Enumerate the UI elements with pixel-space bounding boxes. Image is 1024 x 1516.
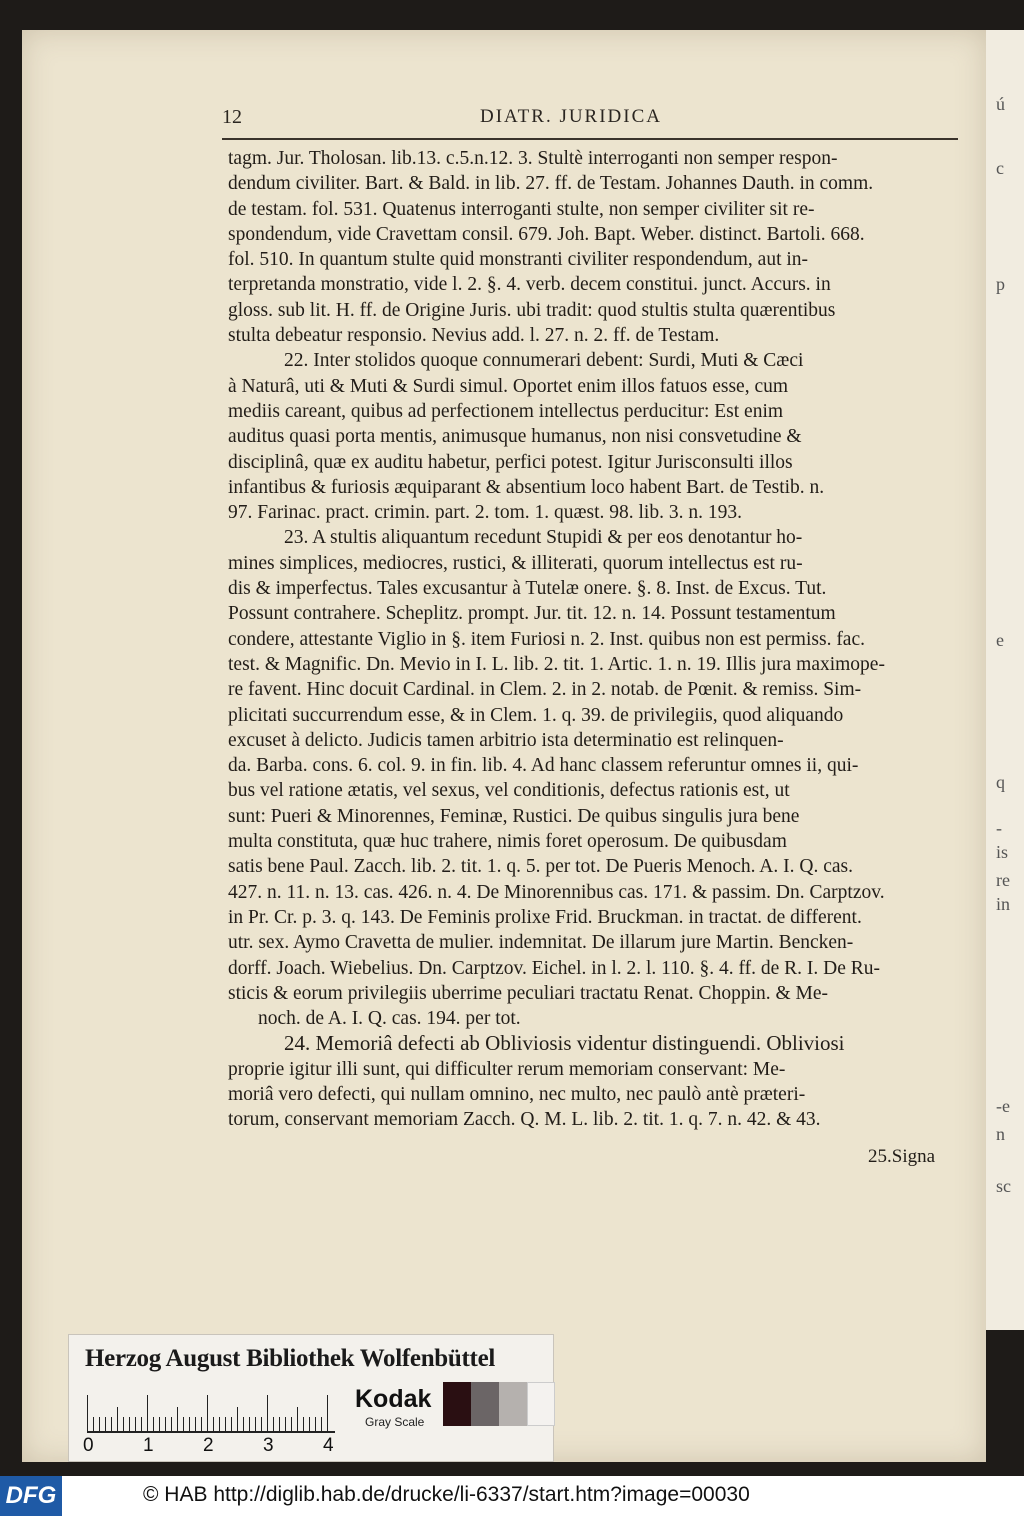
ruler-tick bbox=[213, 1417, 214, 1431]
ruler-tick bbox=[267, 1395, 268, 1431]
ruler-tick bbox=[183, 1417, 184, 1431]
facing-page-edge bbox=[986, 30, 1024, 1330]
ruler-tick bbox=[321, 1417, 322, 1431]
gray-swatch-3 bbox=[499, 1382, 527, 1426]
ruler-number: 1 bbox=[143, 1435, 154, 1456]
ruler-tick bbox=[117, 1407, 118, 1431]
text-line: multa constituta, quæ huc trahere, nimis foret operosum. De quibusdam bbox=[228, 831, 787, 853]
ruler-tick bbox=[231, 1417, 232, 1431]
text-line: condere, attestante Viglio in §. item Furiosi n. 2. Inst. quibus non est permiss. fac. bbox=[228, 628, 865, 650]
ruler-tick bbox=[99, 1417, 100, 1431]
text-line: plicitati succurrendum esse, & in Clem. 1. q. 39. de privilegiis, quod aliquando bbox=[228, 704, 844, 726]
text-line: sticis & eorum privilegiis uberrime peculiari tractatu Renat. Choppin. & Me- bbox=[228, 982, 829, 1004]
ruler-tick bbox=[105, 1417, 106, 1431]
page-header bbox=[222, 106, 962, 136]
copyright-link[interactable]: © HAB http://diglib.hab.de/drucke/li-6337/start.htm?image=00030 bbox=[143, 1483, 750, 1506]
ruler-tick bbox=[237, 1407, 238, 1431]
text-line: da. Barba. cons. 6. col. 9. in fin. lib. 4. Ad hanc classem referuntur omnes ii, qui- bbox=[228, 755, 859, 777]
edge-char: p bbox=[996, 274, 1005, 294]
edge-char: - bbox=[996, 818, 1002, 838]
text-line: disciplinâ, quæ ex auditu habetur, perfici potest. Igitur Jurisconsulti illos bbox=[228, 451, 793, 473]
running-head: DIATR. JURIDICA bbox=[480, 106, 662, 127]
kodak-logo: Kodak bbox=[355, 1385, 432, 1413]
edge-char: -e bbox=[996, 1096, 1010, 1116]
text-line: moriâ vero defecti, qui nullam omnino, nec multo, nec paulò antè præteri- bbox=[228, 1083, 806, 1105]
body-text bbox=[228, 146, 956, 1133]
ruler-tick bbox=[135, 1417, 136, 1431]
text-line: noch. de A. I. Q. cas. 194. per tot. bbox=[258, 1008, 521, 1030]
ruler-tick bbox=[141, 1417, 142, 1431]
edge-char: in bbox=[996, 894, 1011, 914]
ruler-tick bbox=[111, 1417, 112, 1431]
ruler-tick bbox=[297, 1407, 298, 1431]
text-line: stulta debeatur responsio. Nevius add. l. 27. n. 2. ff. de Testam. bbox=[228, 325, 720, 347]
ruler-tick bbox=[165, 1417, 166, 1431]
library-color-card bbox=[68, 1334, 554, 1462]
text-line: auditus quasi porta mentis, animusque humanus, non nisi consvetudine & bbox=[228, 426, 802, 448]
ruler-number: 3 bbox=[263, 1435, 274, 1456]
ruler-tick bbox=[285, 1417, 286, 1431]
text-line: excuset à delicto. Judicis tamen arbitrio ista determinatio est relinquen- bbox=[228, 729, 784, 751]
ruler-tick bbox=[291, 1417, 292, 1431]
ruler-tick bbox=[87, 1395, 88, 1431]
dfg-logo: DFG bbox=[0, 1476, 62, 1516]
text-line: mediis careant, quibus ad perfectionem intellectus perducitur: Est enim bbox=[228, 400, 784, 422]
text-line: 427. n. 11. n. 13. cas. 426. n. 4. De Minorennibus cas. 171. & passim. Dn. Carptzov. bbox=[228, 881, 885, 903]
edge-char: re bbox=[996, 870, 1010, 890]
ruler-tick bbox=[279, 1417, 280, 1431]
scale-ruler bbox=[87, 1391, 335, 1433]
edge-char: ú bbox=[996, 94, 1005, 114]
ruler-tick bbox=[189, 1417, 190, 1431]
text-line: proprie igitur illi sunt, qui difficulter rerum memoriam conservant: Me- bbox=[228, 1058, 786, 1080]
page-number: 12 bbox=[222, 106, 242, 128]
gray-scale-label: Gray Scale bbox=[365, 1415, 425, 1429]
header-rule bbox=[222, 138, 958, 140]
text-line: test. & Magnific. Dn. Mevio in I. L. lib. 2. tit. 1. Artic. 1. n. 19. Illis jura maximope- bbox=[228, 653, 885, 675]
catchword: 25.Signa bbox=[868, 1146, 936, 1167]
text-line: torum, conservant memoriam Zacch. Q. M. L. lib. 2. tit. 1. q. 7. n. 42. & 43. bbox=[228, 1109, 821, 1131]
text-line: sunt: Pueri & Minorennes, Feminæ, Rustici. De quibus singulis jura bene bbox=[228, 805, 800, 827]
ruler-tick bbox=[243, 1417, 244, 1431]
text-line: satis bene Paul. Zacch. lib. 2. tit. 1. q. 5. per tot. De Pueris Menoch. A. I. Q. cas. bbox=[228, 856, 853, 878]
text-line: mines simplices, mediocres, rustici, & illiterati, quorum intellectus est ru- bbox=[228, 552, 803, 574]
library-name: Herzog August Bibliothek Wolfenbüttel bbox=[85, 1345, 496, 1372]
ruler-tick bbox=[201, 1417, 202, 1431]
ruler-tick bbox=[261, 1417, 262, 1431]
edge-char: sc bbox=[996, 1176, 1011, 1196]
text-line: bus vel ratione ætatis, vel sexus, vel conditionis, defectus rationis est, ut bbox=[228, 780, 790, 802]
ruler-number: 4 bbox=[323, 1435, 334, 1456]
ruler-tick bbox=[159, 1417, 160, 1431]
ruler-number: 2 bbox=[203, 1435, 214, 1456]
edge-char: q bbox=[996, 772, 1005, 792]
ruler-tick bbox=[123, 1417, 124, 1431]
edge-char: n bbox=[996, 1124, 1005, 1144]
text-line: spondendum, vide Cravettam consil. 679. Joh. Bapt. Weber. distinct. Bartoli. 668. bbox=[228, 223, 865, 245]
ruler-tick bbox=[303, 1417, 304, 1431]
ruler-tick bbox=[207, 1395, 208, 1431]
text-line: infantibus & furiosis æquiparant & absentium loco habent Bart. de Testib. n. bbox=[228, 476, 825, 498]
text-line: 97. Farinac. pract. crimin. part. 2. tom. 1. quæst. 98. lib. 3. n. 193. bbox=[228, 502, 742, 524]
text-line: in Pr. Cr. p. 3. q. 143. De Feminis prolixe Frid. Bruckman. in tractat. de different. bbox=[228, 906, 862, 928]
text-line: à Naturâ, uti & Muti & Surdi simul. Oportet enim illos fatuos esse, cum bbox=[228, 375, 789, 397]
ruler-tick bbox=[147, 1395, 148, 1431]
text-line: dorff. Joach. Wiebelius. Dn. Carptzov. Eichel. in l. 2. l. 110. §. 4. ff. de R. I. De Ru- bbox=[228, 957, 880, 979]
ruler-tick bbox=[255, 1417, 256, 1431]
edge-char: c bbox=[996, 158, 1004, 178]
footer-bar bbox=[0, 1476, 1024, 1516]
text-line: dis & imperfectus. Tales excusantur à Tutelæ onere. §. 8. Inst. de Excus. Tut. bbox=[228, 578, 827, 600]
ruler-tick bbox=[177, 1407, 178, 1431]
text-line: de testam. fol. 531. Quatenus interroganti stulte, non semper civiliter sit re- bbox=[228, 198, 815, 220]
text-line: fol. 510. In quantum stulte quid monstranti civiliter respondendum, aut in- bbox=[228, 249, 809, 271]
ruler-tick bbox=[273, 1417, 274, 1431]
gray-swatch-4 bbox=[527, 1382, 555, 1426]
text-line: tagm. Jur. Tholosan. lib.13. c.5.n.12. 3. Stultè interroganti non semper respon- bbox=[228, 148, 838, 169]
text-line: utr. sex. Aymo Cravetta de mulier. indemnitat. De illarum jure Martin. Bencken- bbox=[228, 932, 854, 954]
gray-swatch-1 bbox=[443, 1382, 471, 1426]
text-line: 24. Memoriâ defecti ab Obliviosis videntur distinguendi. Obliviosi bbox=[284, 1031, 845, 1056]
text-line: 22. Inter stolidos quoque connumerari debent: Surdi, Muti & Cæci bbox=[284, 350, 804, 372]
text-line: dendum civiliter. Bart. & Bald. in lib. 27. ff. de Testam. Johannes Dauth. in comm. bbox=[228, 173, 874, 195]
ruler-tick bbox=[153, 1417, 154, 1431]
text-line: 23. A stultis aliquantum recedunt Stupidi & per eos denotantur ho- bbox=[284, 527, 803, 549]
ruler-number: 0 bbox=[83, 1435, 94, 1456]
ruler-tick bbox=[309, 1417, 310, 1431]
text-line: terpretanda monstratio, vide l. 2. §. 4. verb. decem constitui. junct. Accurs. in bbox=[228, 274, 831, 296]
text-line: Possunt contrahere. Scheplitz. prompt. Jur. tit. 12. n. 14. Possunt testamentum bbox=[228, 603, 836, 625]
ruler-tick bbox=[195, 1417, 196, 1431]
gray-swatch-2 bbox=[471, 1382, 499, 1426]
ruler-tick bbox=[249, 1417, 250, 1431]
ruler-tick bbox=[171, 1417, 172, 1431]
ruler-tick bbox=[315, 1417, 316, 1431]
edge-char: is bbox=[996, 842, 1009, 862]
ruler-tick bbox=[327, 1395, 328, 1431]
ruler-tick bbox=[219, 1417, 220, 1431]
ruler-tick bbox=[93, 1417, 94, 1431]
ruler-tick bbox=[129, 1417, 130, 1431]
text-line: gloss. sub lit. H. ff. de Origine Juris. ubi tradit: quod stultis stulta quærentibus bbox=[228, 299, 836, 321]
ruler-tick bbox=[225, 1417, 226, 1431]
edge-char: e bbox=[996, 630, 1004, 650]
text-line: re favent. Hinc docuit Cardinal. in Clem. 2. in 2. notab. de Pœnit. & remiss. Sim- bbox=[228, 679, 862, 701]
